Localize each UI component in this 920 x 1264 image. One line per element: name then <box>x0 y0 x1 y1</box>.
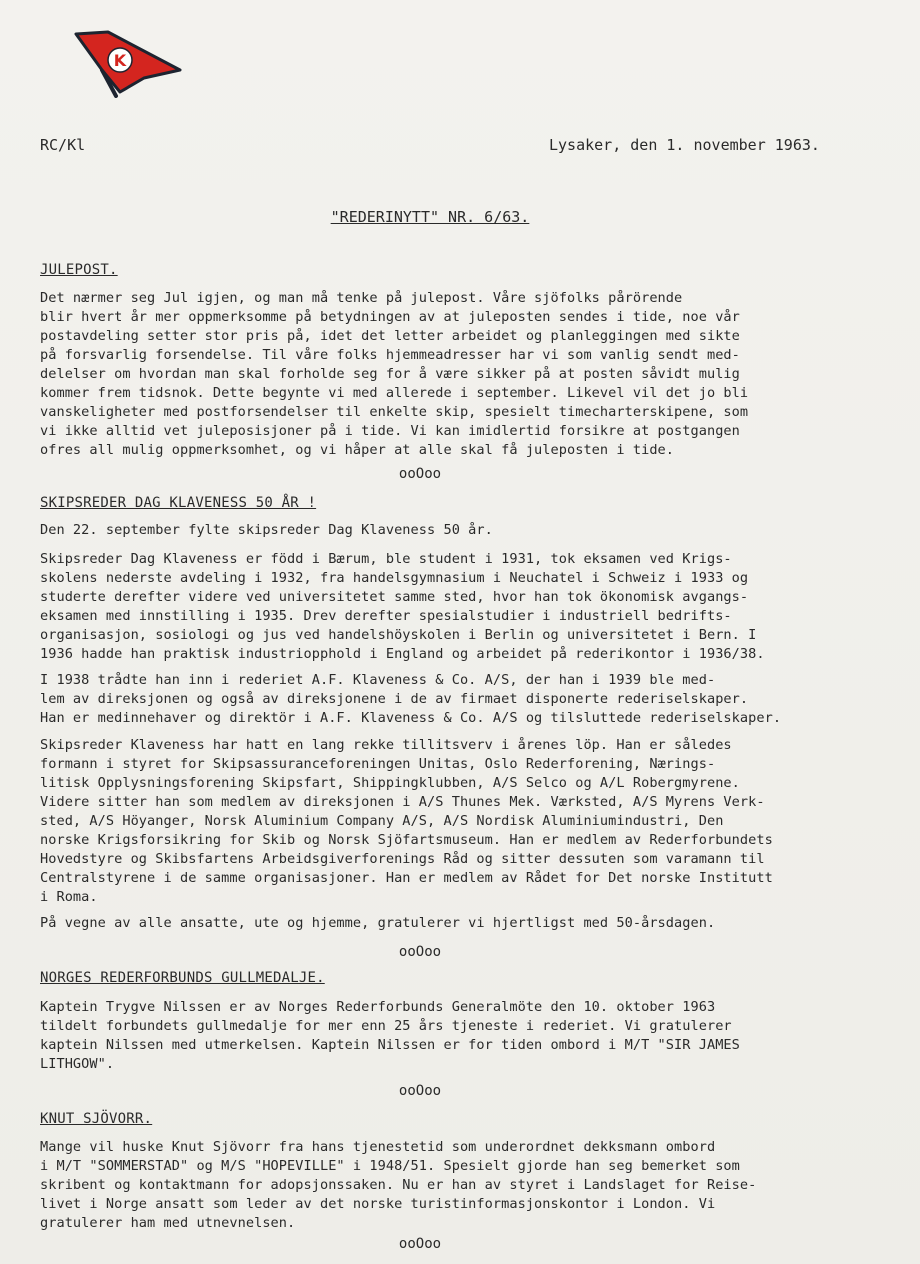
section-separator: ooOoo <box>398 944 442 960</box>
company-flag-logo <box>72 26 184 98</box>
paragraph-klaveness-positions: Skipsreder Klaveness har hatt en lang rekke tillitsverv i årenes löp. Han er således formann i styret for Skipsassuranceforeningen Unitas, Oslo Rederforening, Nærings- litisk Opplysningsforening Skipsfart, Shippingklubben, A/S Selco og A/L Robergmyrene. Videre sitter han som medlem av direksjonen i A/S Thunes Mek. Værksted, A/S Myrens Verk- sted, A/S Höyanger, Norsk Aluminium Company A/S, A/S Nordisk Aluminiumindustri, Den norske Krigsforsikring for Skib og Norsk Sjöfartsmuseum. Han er medlem av Rederforbundets Hovedstyre og Skibsfartens Arbeidsgiverforenings Råd og sitter dessuten som varamann til Centralstyrene i de samme organisasjoner. Han er medlem av Rådet for Det norske Institutt i Roma. <box>40 737 773 905</box>
section-heading-sjovorr: KNUT SJÖVORR. <box>40 1111 153 1127</box>
paragraph-klaveness-congrats: På vegne av alle ansatte, ute og hjemme, gratulerer vi hjertligst med 50-årsdagen. <box>40 915 716 931</box>
section-separator: ooOoo <box>398 1236 442 1252</box>
paragraph-gullmedalje: Kaptein Trygve Nilssen er av Norges Rederforbunds Generalmöte den 10. oktober 1963 tildelt forbundets gullmedalje for mer enn 25 års tjeneste i rederiet. Vi gratulerer kaptein Nilssen med utmerkelsen. Kaptein Nilssen er for tiden ombord i M/T "SIR JAMES LITHGOW". <box>40 999 740 1072</box>
section-separator: ooOoo <box>398 466 442 482</box>
place-and-date: Lysaker, den 1. november 1963. <box>549 136 820 154</box>
newsletter-title: "REDERINYTT" NR. 6/63. <box>330 208 530 226</box>
logo-letter: K <box>113 51 127 70</box>
paragraph-julepost: Det nærmer seg Jul igjen, og man må tenke på julepost. Våre sjöfolks pårörende blir hvert år mer oppmerksomme på betydningen av at juleposten sendes i tide, noe vår postavdeling setter stor pris på, idet det letter arbeidet og planleggingen med sikte på forsvarlig forsendelse. Til våre folks hjemmeadresser har vi som vanlig sendt med- delelser om hvordan man skal forholde seg for å være sikker på at posten såvidt mulig kommer frem tidsnok. Dette begynte vi med allerede i september. Likevel vil det jo bli vanskeligheter med postforsendelser til enkelte skip, spesielt timecharterskipene, som vi ikke alltid vet juleposisjoner på i tide. Vi kan imidlertid forsikre at postgangen ofres all mulig oppmerksomhet, og vi håper at alle skal få juleposten i tide. <box>40 290 749 458</box>
paragraph-klaveness-intro: Den 22. september fylte skipsreder Dag Klaveness 50 år. <box>40 522 493 538</box>
paragraph-sjovorr: Mange vil huske Knut Sjövorr fra hans tjenestetid som underordnet dekksmann ombord i M/T "SOMMERSTAD" og M/S "HOPEVILLE" i 1948/51. Spesielt gjorde han seg bemerket som skribent og kontaktmann for adopsjonssaken. Nu er han av styret i Landslaget for Reise- livet i Norge ansatt som leder av det norske turistinformasjonskontor i London. Vi gratulerer ham med utnevnelsen. <box>40 1139 757 1231</box>
paragraph-klaveness-career: I 1938 trådte han inn i rederiet A.F. Klaveness & Co. A/S, der han i 1939 ble med- lem av direksjonen og også av direksjonene i de av firmaet disponerte rederiselskaper. Han er medinnehaver og direktör i A.F. Klaveness & Co. A/S og tilsluttede rederiselskaper. <box>40 672 782 726</box>
section-heading-gullmedalje: NORGES REDERFORBUNDS GULLMEDALJE. <box>40 970 325 986</box>
paragraph-klaveness-bio: Skipsreder Dag Klaveness er född i Bærum, ble student i 1931, tok eksamen ved Krigs- skolens nederste avdeling i 1932, fra handelsgymnasium i Neuchatel i Schweiz i 1933 og studerte derefter videre ved universitetet samme sted, hvor han tok ökonomisk avgangs- eksamen med innstilling i 1935. Drev derefter spesialstudier i industriell bedrifts- organisasjon, sosiologi og jus ved handelshöyskolen i Berlin og universitetet i Bern. I 1936 hadde han praktisk industriopphold i England og arbeidet på rederikontor i 1936/38. <box>40 551 765 662</box>
section-heading-klaveness: SKIPSREDER DAG KLAVENESS 50 ÅR ! <box>40 495 317 511</box>
section-heading-julepost: JULEPOST. <box>40 262 118 278</box>
section-separator: ooOoo <box>398 1083 442 1099</box>
document-reference: RC/Kl <box>40 136 86 154</box>
